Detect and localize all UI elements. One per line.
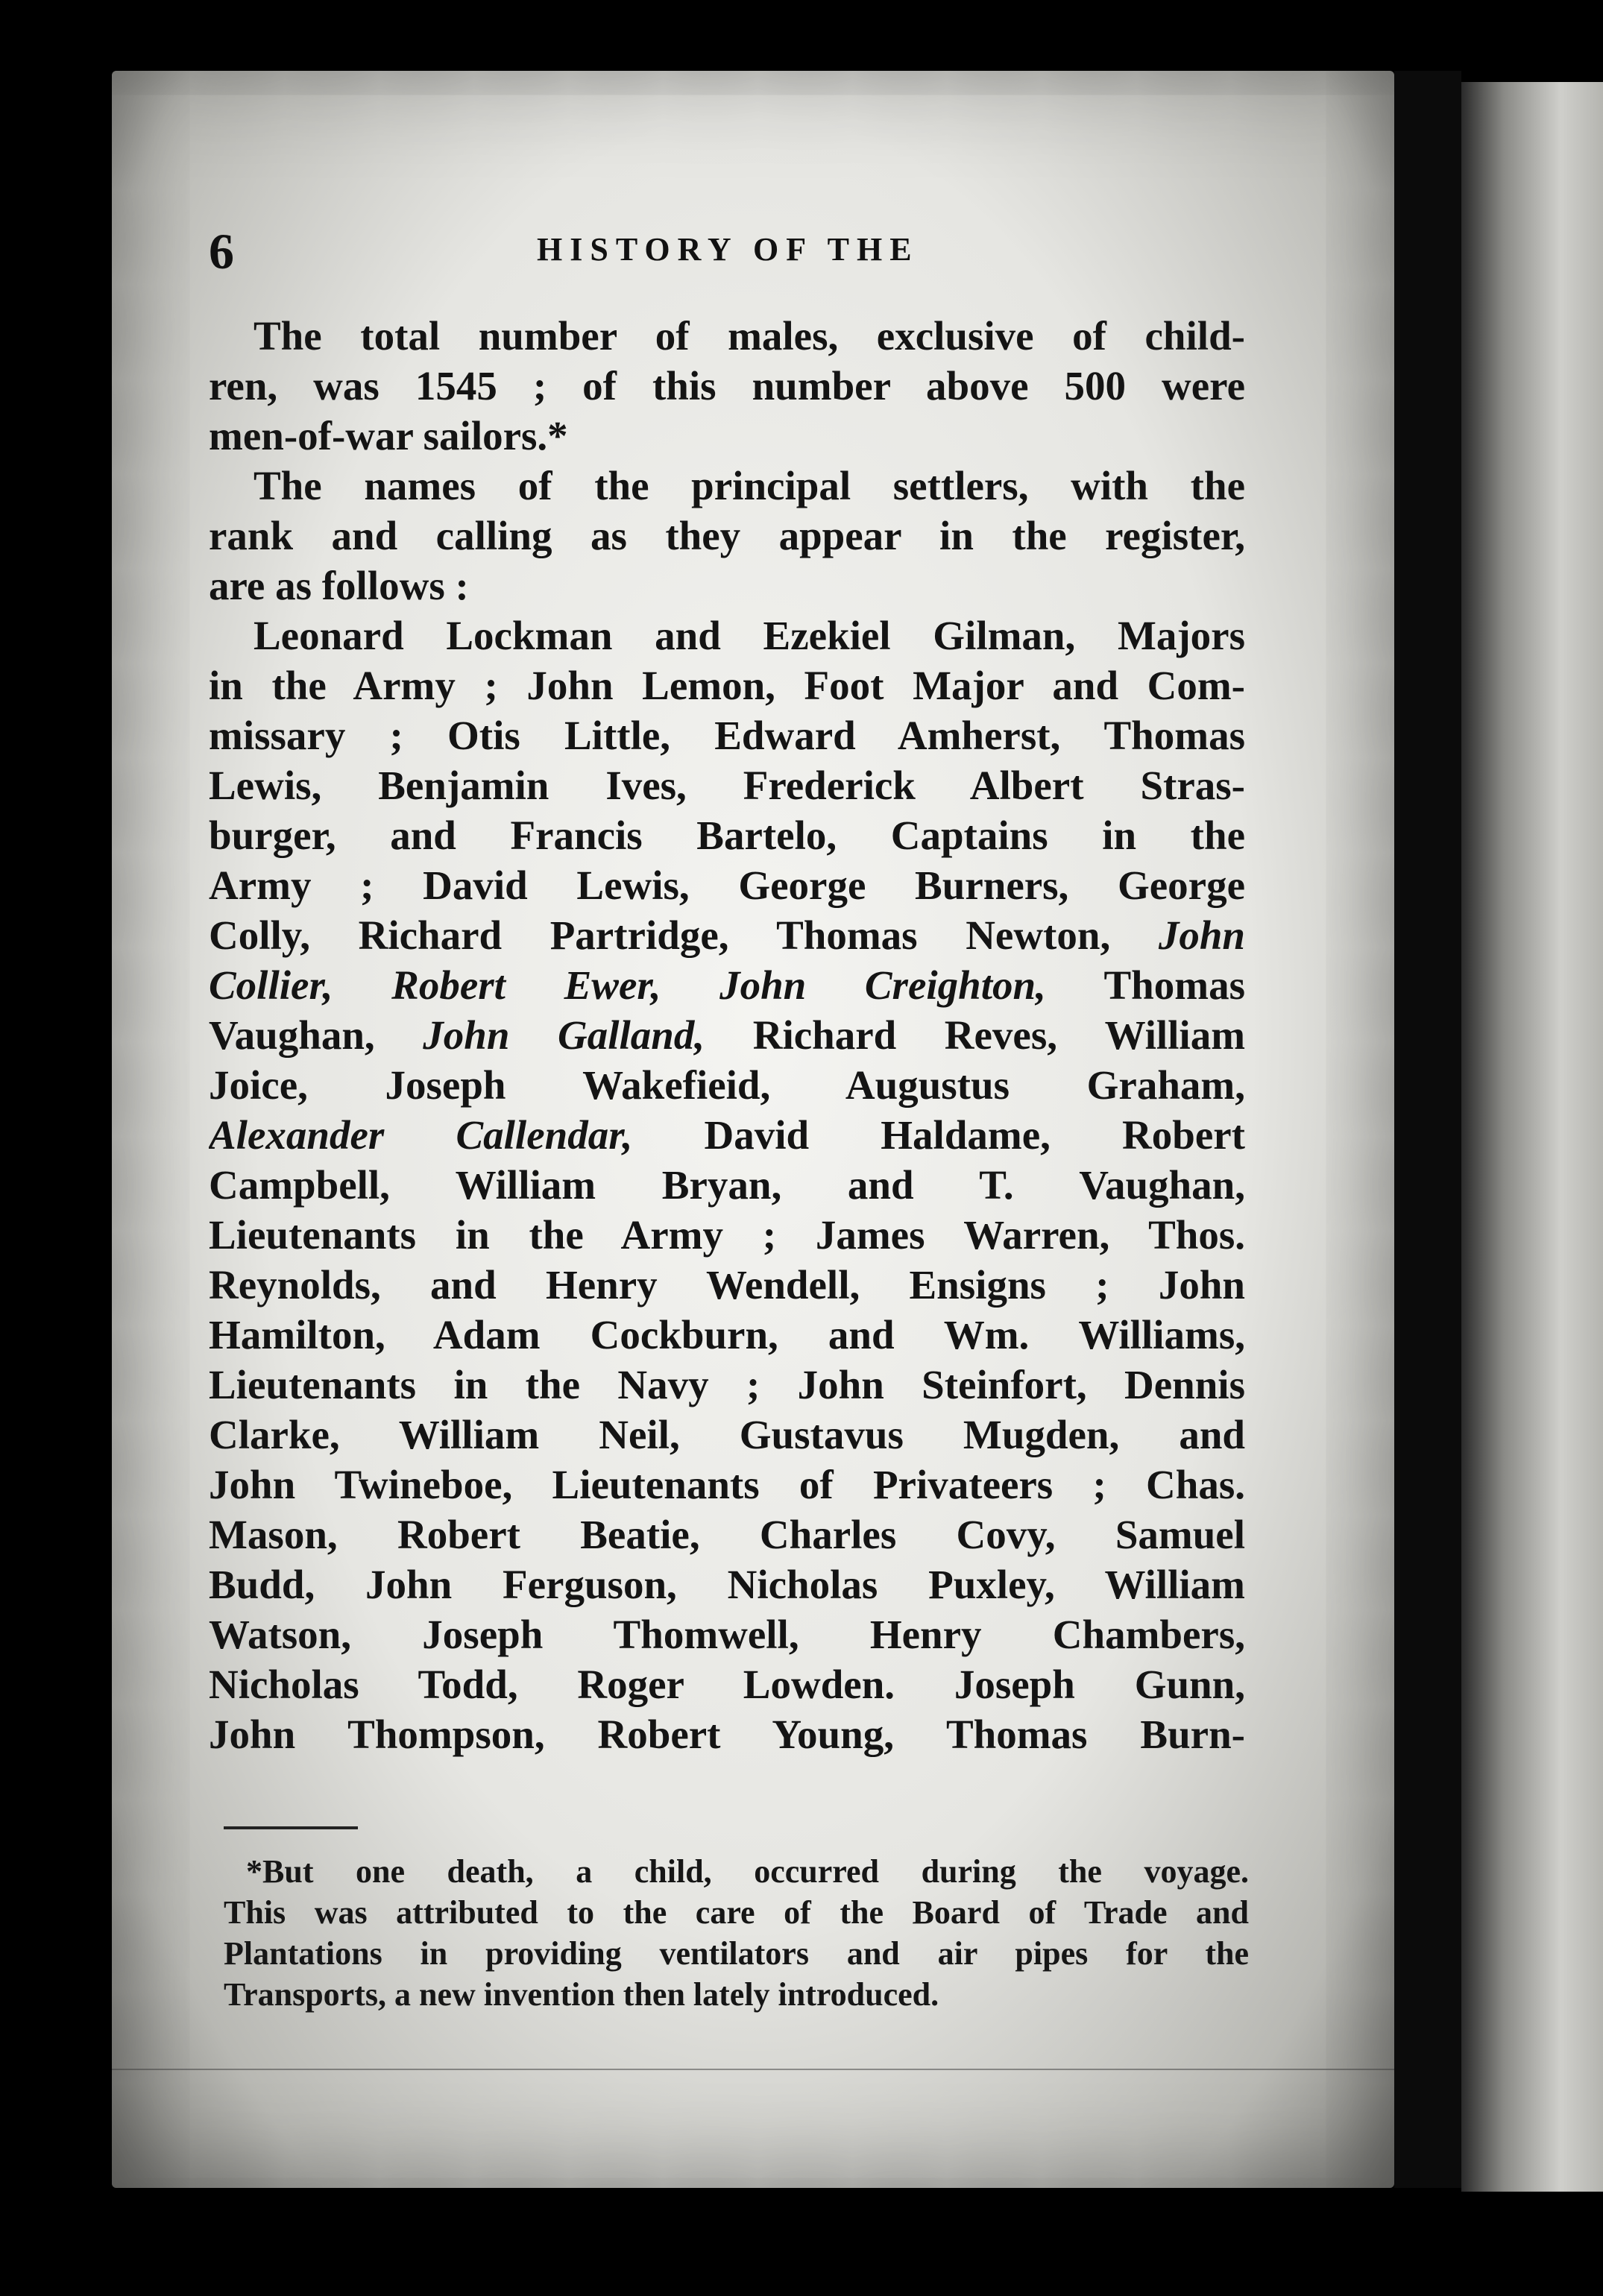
body-line: missary ; Otis Little, Edward Amherst, Thomas: [209, 713, 1245, 758]
scan-line: [112, 2069, 1394, 2070]
book-gutter: [1394, 71, 1461, 2188]
body-line: Hamilton, Adam Cockburn, and Wm. Williams,: [209, 1312, 1245, 1357]
book-page: [112, 71, 1394, 2188]
body-line-with-italic: [209, 1010, 1245, 1060]
body-line: in the Army ; John Lemon, Foot Major and Com-: [209, 663, 1245, 708]
body-line: ren, was 1545 ; of this number above 500 were: [209, 363, 1245, 409]
body-line: Joice, Joseph Wakefieid, Augustus Graham,: [209, 1062, 1245, 1108]
body-text: [209, 311, 1245, 1759]
footnote-line: This was attributed to the care of the Board of Trade and: [224, 1894, 1249, 1931]
body-line: Lieutenants in the Navy ; John Steinfort, Dennis: [209, 1362, 1245, 1407]
body-line-text: Vaughan,: [209, 1012, 375, 1058]
body-line: are as follows :: [209, 563, 469, 608]
body-line-with-italic: [209, 910, 1245, 960]
body-line: Nicholas Todd, Roger Lowden. Joseph Gunn,: [209, 1662, 1245, 1707]
body-line-with-italic: [209, 1110, 1245, 1160]
body-line: men-of-war sailors.*: [209, 413, 568, 458]
footnote: [224, 1851, 1249, 2015]
footnote-line: Plantations in providing ventilators and air pipes for the: [224, 1935, 1249, 1972]
running-head: [112, 223, 1394, 280]
italic-name: Alexander Callendar,: [209, 1112, 633, 1158]
body-line: Campbell, William Bryan, and T. Vaughan,: [209, 1162, 1245, 1208]
body-line: Reynolds, and Henry Wendell, Ensigns ; John: [209, 1262, 1245, 1308]
body-line: Clarke, William Neil, Gustavus Mugden, and: [209, 1412, 1245, 1457]
body-line-text: David Haldame, Robert: [704, 1112, 1245, 1158]
body-line: John Thompson, Robert Young, Thomas Burn-: [209, 1712, 1245, 1757]
italic-name: John Galland,: [423, 1012, 705, 1058]
adjacent-page-edge: [1461, 82, 1603, 2192]
body-line-with-italic: [209, 960, 1245, 1010]
body-line: Watson, Joseph Thomwell, Henry Chambers,: [209, 1612, 1245, 1657]
body-line: Budd, John Ferguson, Nicholas Puxley, William: [209, 1562, 1245, 1607]
body-line: Leonard Lockman and Ezekiel Gilman, Majors: [253, 613, 1245, 658]
body-line: Lewis, Benjamin Ives, Frederick Albert Stras-: [209, 763, 1245, 808]
italic-names: Collier, Robert Ewer, John Creighton,: [209, 962, 1046, 1008]
italic-name: John: [1158, 912, 1245, 958]
footnote-line: Transports, a new invention then lately introduced.: [224, 1976, 939, 2013]
running-title: HISTORY OF THE: [537, 231, 919, 268]
body-line: The total number of males, exclusive of child-: [253, 313, 1245, 359]
body-line-text: Colly, Richard Partridge, Thomas Newton,: [209, 912, 1111, 958]
footnote-divider: [224, 1826, 358, 1829]
body-line-text: Thomas: [1103, 962, 1245, 1008]
page-number: 6: [209, 223, 234, 280]
body-line: rank and calling as they appear in the register,: [209, 513, 1245, 558]
footnote-line: *But one death, a child, occurred during the voyage.: [246, 1853, 1249, 1890]
body-line: Mason, Robert Beatie, Charles Covy, Samuel: [209, 1512, 1245, 1557]
body-line: Army ; David Lewis, George Burners, George: [209, 862, 1245, 908]
body-line: Lieutenants in the Army ; James Warren, Thos.: [209, 1212, 1245, 1258]
body-line: The names of the principal settlers, with the: [253, 463, 1245, 508]
body-line: burger, and Francis Bartelo, Captains in the: [209, 813, 1245, 858]
body-line: John Twineboe, Lieutenants of Privateers ; Chas.: [209, 1462, 1245, 1507]
body-line-text: Richard Reves, William: [752, 1012, 1245, 1058]
